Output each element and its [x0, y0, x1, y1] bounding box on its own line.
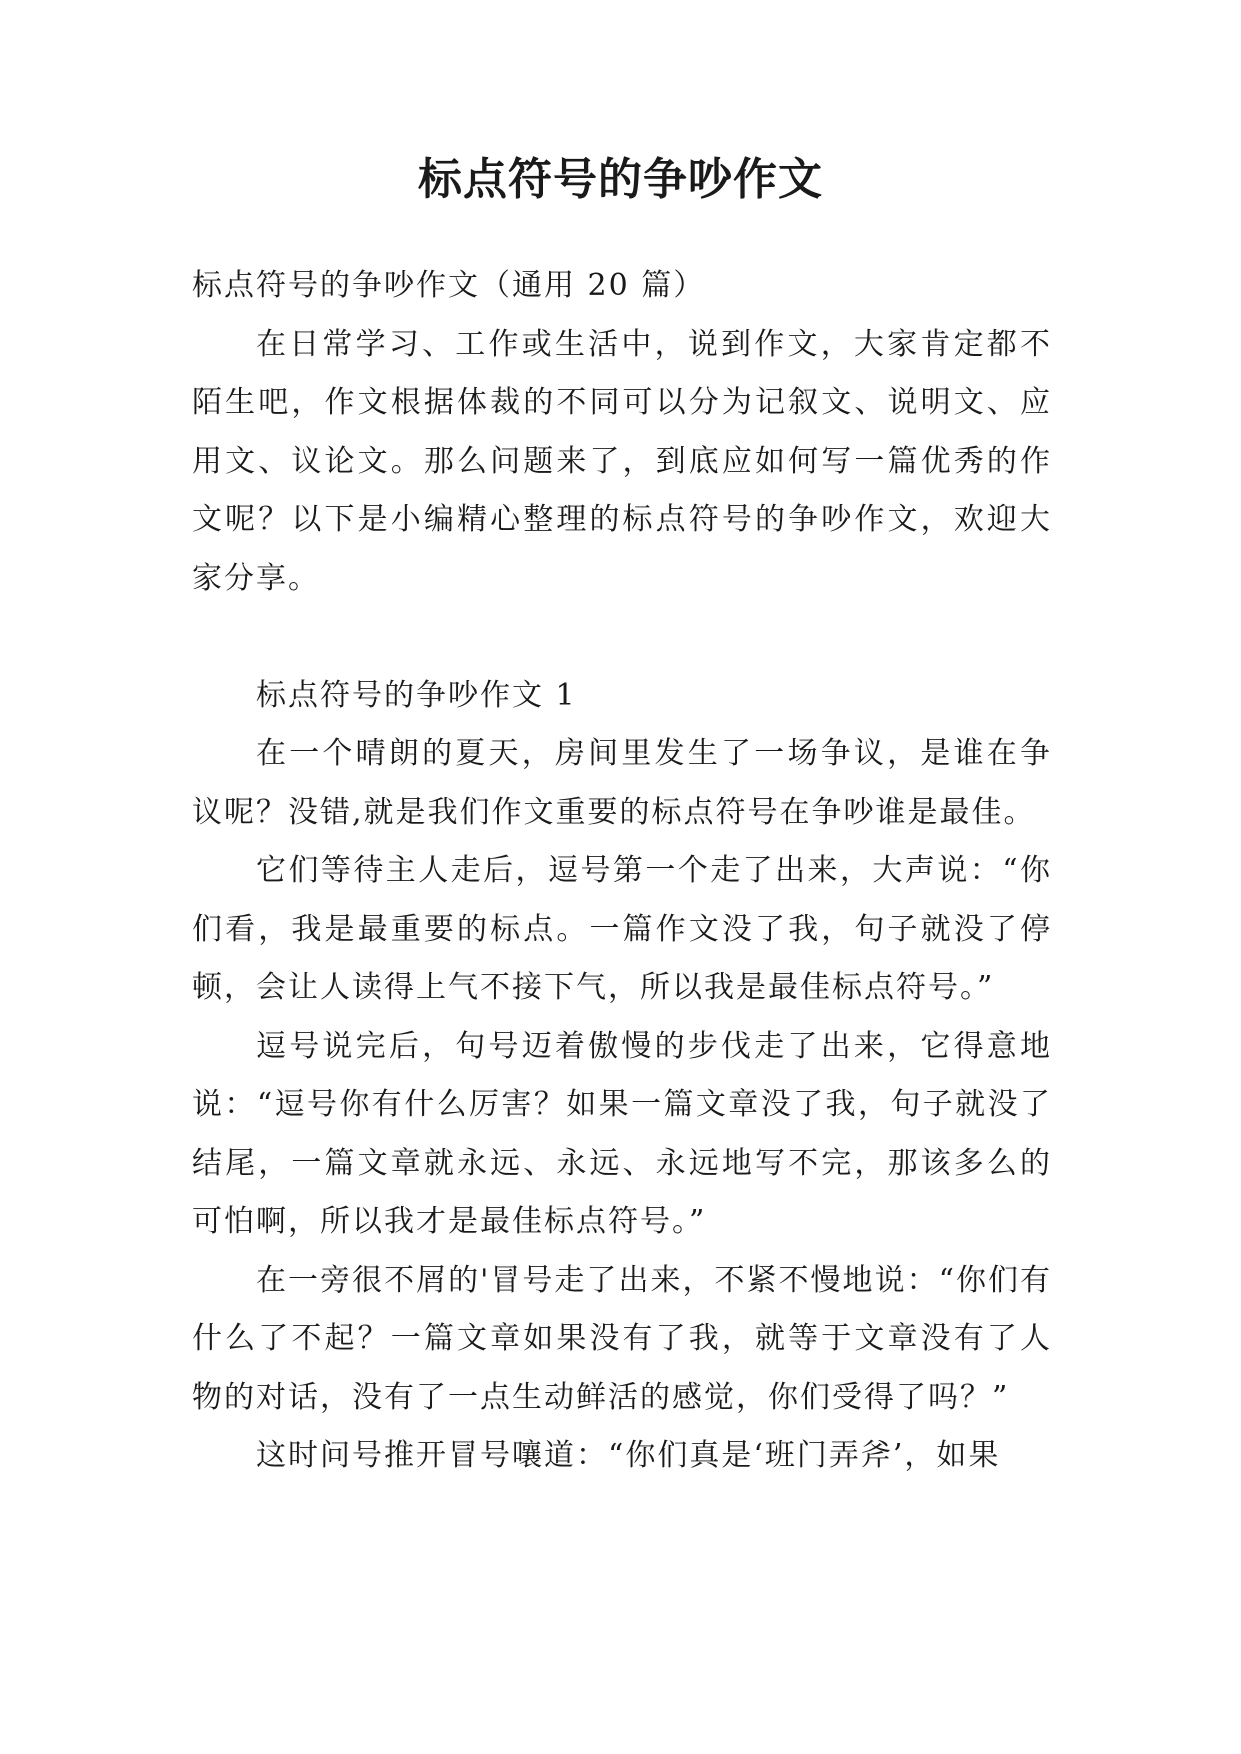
document-title: 标点符号的争吵作文: [418, 154, 823, 205]
paragraph-5: 这时问号推开冒号嚷道：“你们真是‘班门弄斧’，如果: [256, 1438, 1001, 1473]
paragraph-1: 在一个晴朗的夏天，房间里发生了一场争议，是谁在争议呢？没错,就是我们作文重要的标点符号在争吵谁是最佳。: [192, 736, 1052, 830]
document-body: [192, 257, 1052, 1486]
paragraph-4: 在一旁很不屑的'冒号走了出来，不紧不慢地说：“你们有什么了不起？一篇文章如果没有了我，就等于文章没有了人物的对话，没有了一点生动鲜活的感觉，你们受得了吗？”: [192, 1262, 1052, 1415]
paragraph-gap: [192, 608, 1052, 667]
intro-paragraph: 在日常学习、工作或生活中，说到作文，大家肯定都不陌生吧，作文根据体裁的不同可以分为记叙文、说明文、应用文、议论文。那么问题来了，到底应如何写一篇优秀的作文呢？以下是小编精心整理的标点符号的争吵作文，欢迎大家分享。: [192, 326, 1052, 596]
paragraph-3: 逗号说完后，句号迈着傲慢的步伐走了出来，它得意地说：“逗号你有什么厉害？如果一篇文章没了我，句子就没了结尾，一篇文章就永远、永远、永远地写不完，那该多么的可怕啊，所以我才是最佳标点符号。”: [192, 1028, 1052, 1239]
paragraph-2: 它们等待主人走后，逗号第一个走了出来，大声说：“你们看，我是最重要的标点。一篇作文没了我，句子就没了停顿，会让人读得上气不接下气，所以我是最佳标点符号。”: [192, 853, 1052, 1005]
document-subtitle: 标点符号的争吵作文（通用 20 篇）: [192, 268, 706, 303]
section-heading: 标点符号的争吵作文 1: [256, 677, 577, 713]
